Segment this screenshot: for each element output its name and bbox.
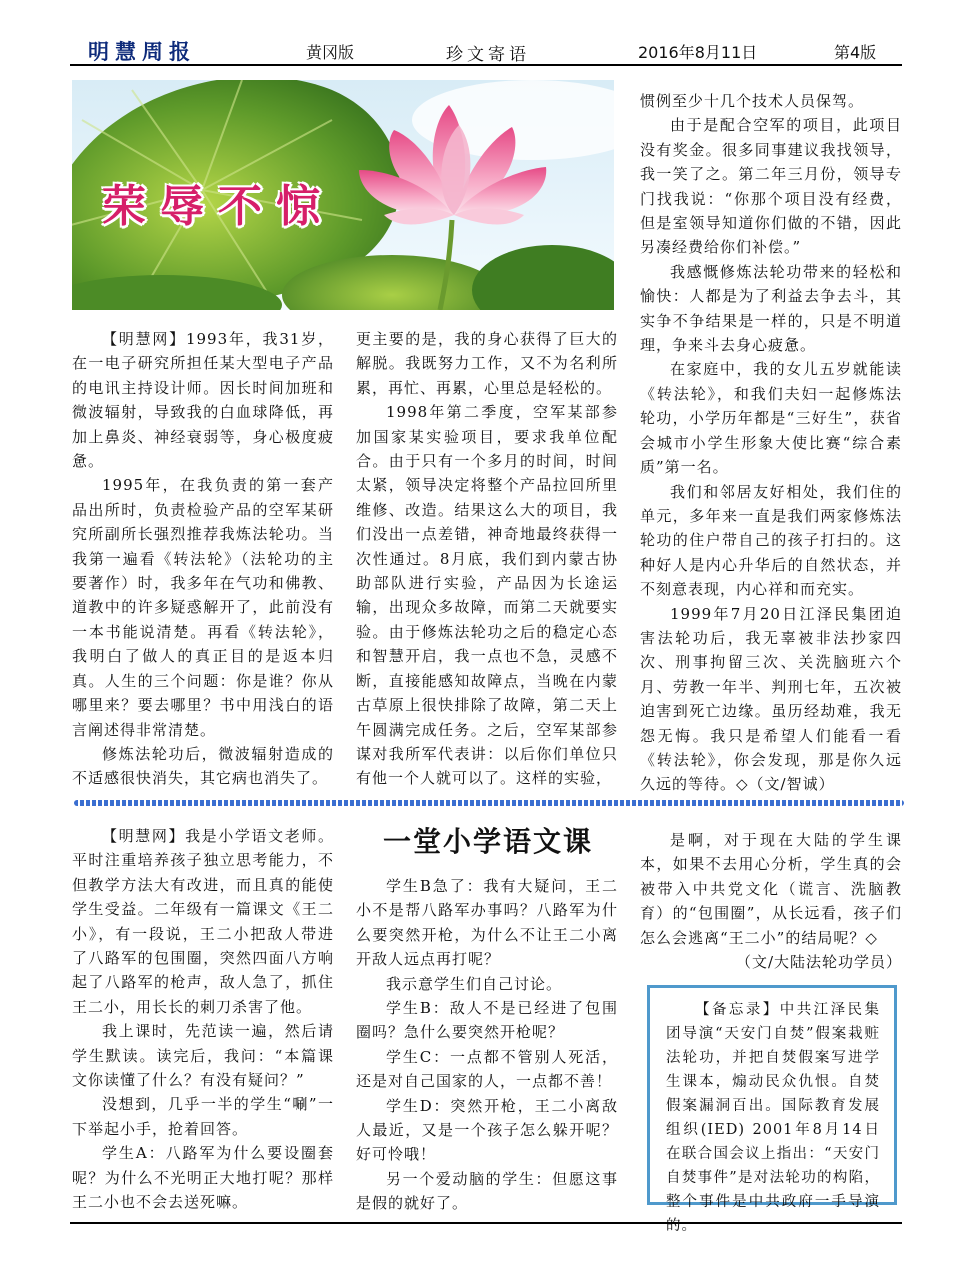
memo-box	[647, 985, 897, 1234]
paragraph: 是啊，对于现在大陆的学生课本，如果不去用心分析，学生真的会被带入中共党文化（谎言、洗脑教育）的“包围圈”，从长远看，孩子们怎么会逃离“王二小”的结局呢？◇	[640, 831, 902, 947]
paragraph: 没想到，几乎一半的学生“唰”一下举起小手，抢着回答。	[72, 1095, 334, 1138]
edition-label: 黄冈版	[306, 43, 355, 62]
paragraph: 我们和邻居友好相处，我们住的单元，多年来一直是我们两家修炼法轮功的住户带自己的孩子打扫的。这种好人是内心升华后的自然状态，并不刻意表现，内心祥和而充实。	[640, 482, 902, 599]
article1-column-1	[72, 327, 334, 791]
paragraph: 1995年，在我负责的第一套产品出所时，负责检验产品的空军某研究所副所长强烈推荐我炼法轮功。当我第一遍看《转法轮》（法轮功的主要著作）时，我多年在气功和佛教、道教中的许多疑惑解开了，此前没有一本书能说清楚。再看《转法轮》，我明白了做人的真正目的是返本归真。人生的三个问题：你是谁？你从哪里来？要去哪里？书中用浅白的语言阐述得非常清楚。	[72, 476, 334, 739]
paper-name: 明慧周报	[88, 39, 196, 64]
article1-column-2	[356, 327, 618, 791]
paragraph: 惯例至少十几个技术人员保驾。	[640, 92, 865, 110]
paragraph: 我示意学生们自己讨论。	[386, 974, 563, 993]
paragraph: 学生B急了：我有大疑问，王二小不是帮八路军办事吗？八路军为什么要突然开枪，为什么不让王二小离开敌人远点再打呢？	[356, 877, 618, 969]
section-label: 珍文寄语	[446, 45, 530, 65]
paragraph: 【明慧网】1993年，我31岁，在一电子研究所担任某大型电子产品的电讯主持设计师。因长时间加班和微波辐射，导致我的白血球降低，再加上鼻炎、神经衰弱等，身心极度疲惫。	[72, 330, 334, 471]
issue-date: 2016年8月11日	[638, 43, 758, 62]
byline: （文/大陆法轮功学员）	[735, 953, 902, 972]
article2-column-2	[356, 874, 618, 1216]
paragraph: 由于是配合空军的项目，此项目没有奖金。很多同事建议我找领导，我一笑了之。第二年三月份，领导专门找我说：“你那个项目没有经费，但是室领导知道你们做的不错，因此另凑经费给你们补偿。”	[640, 116, 902, 257]
article1-column-3	[640, 89, 902, 797]
paragraph: 1998年第二季度，空军某部参加国家某实验项目，要求我单位配合。由于只有一个多月的时间，时间太紧，领导决定将整个产品拉回所里维修、改造。结果这么大的项目，我们没出一点差错，神奇地最终获得一次性通过。8月底，我们到内蒙古协助部队进行实验，产品因为长途运输，出现众多故障，而第二天就要实验。由于修炼法轮功之后的稳定心态和智慧开启，我一点也不急，灵感不断，直接能感知故障点，当晚在内蒙古草原上很快排除了故障，第二天上午圆满完成任务。之后，空军某部参谋对我所军代表讲：以后你们单位只有他一个人就可以了。这样的实验，	[356, 403, 618, 788]
bottom-rule	[70, 1222, 902, 1224]
paragraph: 另一个爱动脑的学生：但愿这事是假的就好了。	[356, 1169, 618, 1213]
paragraph: 我上课时，先范读一遍，然后请学生默读。读完后，我问：“本篇课文你读懂了什么？有没有疑问？”	[72, 1022, 334, 1090]
paragraph: 更主要的是，我的身心获得了巨大的解脱。我既努力工作，又不为名利所累，再忙、再累，心里总是轻松的。	[356, 330, 618, 397]
paragraph: 修炼法轮功后，微波辐射造成的不适感很快消失，其它病也消失了。	[72, 744, 334, 788]
paragraph: 在家庭中，我的女儿五岁就能读《转法轮》，和我们夫妇一起修炼法轮功，小学历年都是“三好生”，获省会城市小学生形象大使比赛“综合素质”第一名。	[640, 360, 902, 477]
article2-column-1	[72, 824, 334, 1215]
paragraph: 学生A：八路军为什么要设圈套呢？为什么不光明正大地打呢？那样王二小也不会去送死嘛。	[72, 1144, 334, 1212]
paragraph: 1999年7月20日江泽民集团迫害法轮功后，我无辜被非法抄家四次、刑事拘留三次、关洗脑班六个月、劳教一年半、判刑七年，五次被迫害到死亡边缘。虽历经劫难，我无怨无悔。我只是希望人们能看一看《转法轮》，你会发现，那是你久远久远的等待。◇（文/智诚）	[640, 604, 902, 794]
page-number: 第4版	[834, 43, 877, 62]
paragraph: 学生C：一点都不管别人死活，还是对自己国家的人，一点都不善！	[356, 1047, 618, 1091]
paragraph: 我感慨修炼法轮功带来的轻松和愉快：人都是为了利益去争去斗，其实争不争结果是一样的，只是不明道理，争来斗去身心疲惫。	[640, 262, 902, 355]
paragraph: 学生B：敌人不是已经进了包围圈吗？急什么要突然开枪呢？	[356, 999, 618, 1042]
masthead	[70, 32, 902, 66]
section-separator	[74, 800, 904, 806]
article2-title: 一堂小学语文课	[382, 825, 593, 858]
paragraph: 【明慧网】我是小学语文老师。平时注重培养孩子独立思考能力，不但教学方法大有改进，而且真的能使学生受益。二年级有一篇课文《王二小》，有一段说，王二小把敌人带进了八路军的包围圈，突然四面八方响起了八路军的枪声，敌人急了，抓住王二小，用长长的刺刀杀害了他。	[72, 827, 334, 1016]
article2-column-3	[640, 828, 902, 974]
hero-lotus-image	[72, 80, 614, 310]
memo-text: 【备忘录】中共江泽民集团导演“天安门自焚”假案栽赃法轮功，并把自焚假案写进学生课本，煽动民众仇恨。自焚假案漏洞百出。国际教育发展组织(IED) 2001年8月14日在联合国会议上指出：“天安门自焚事件”是对法轮功的构陷，整个事件是中共政府一手导演的。	[666, 1002, 880, 1234]
article-title: 荣辱不惊	[102, 181, 334, 232]
paragraph: 学生D：突然开枪，王二小离敌人最近，又是一个孩子怎么躲开呢？好可怜哦！	[356, 1096, 618, 1164]
